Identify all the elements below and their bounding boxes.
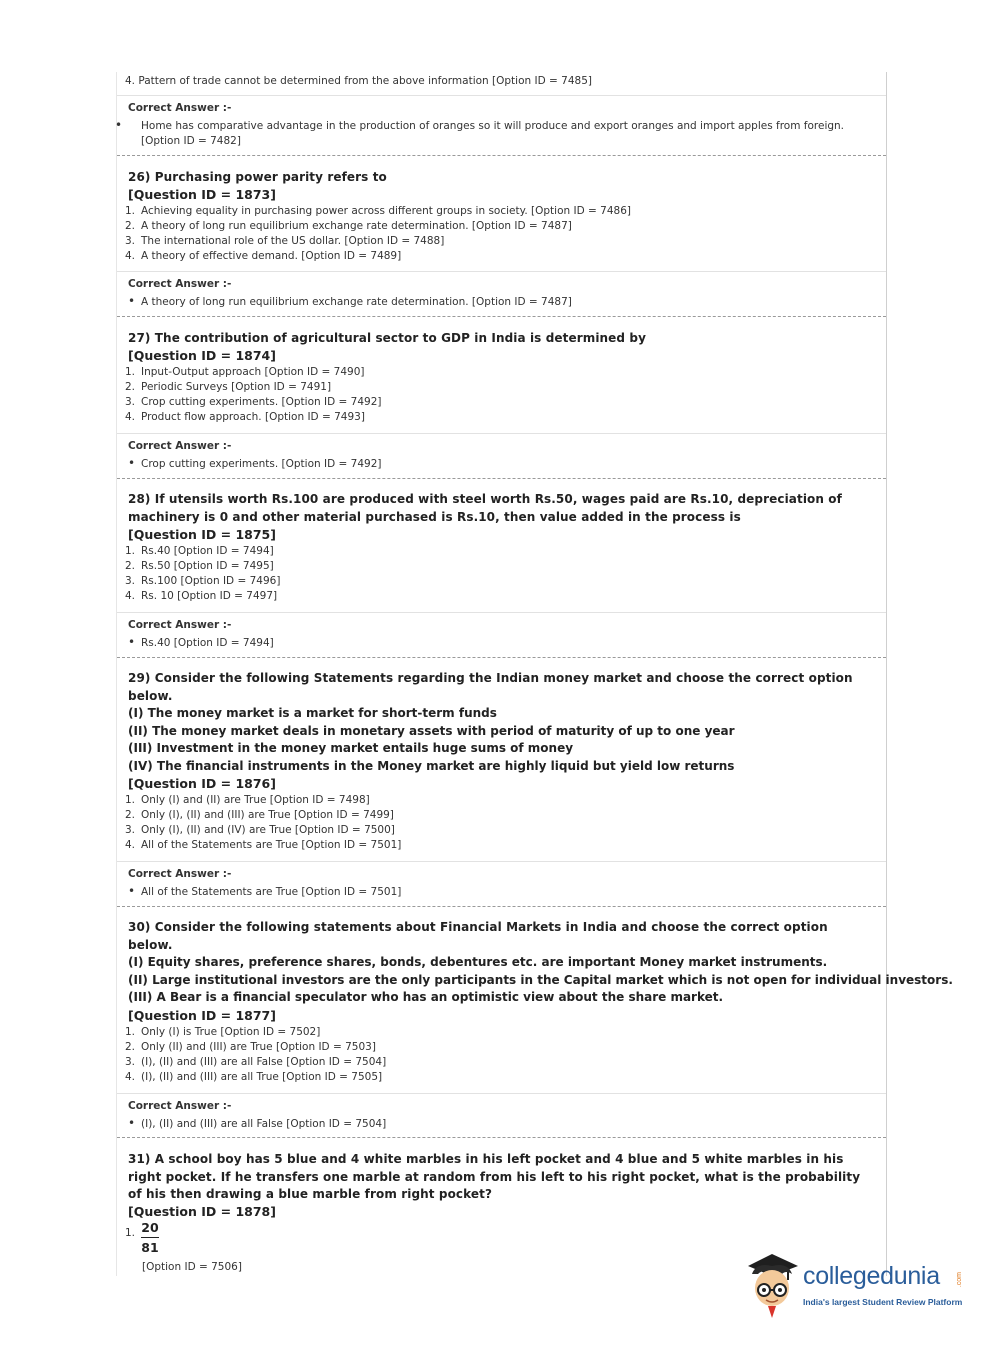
correct-answer: • Rs.40 [Option ID = 7494] [128,635,274,649]
option-item: 4. Pattern of trade cannot be determined from the above information [Option ID = 7485] [125,75,592,87]
bullet-icon: • [128,635,136,649]
option-item: 2. Only (I), (II) and (III) are True [Option ID = 7499] [125,809,394,821]
statement: (I) Equity shares, preference shares, bonds, debentures etc. are important Money market instruments. [128,955,828,969]
option-item: 2. Periodic Surveys [Option ID = 7491] [125,381,332,393]
correct-answer-label: Correct Answer :- [128,102,232,114]
statement: (IV) The financial instruments in the Money market are highly liquid but yield low returns [128,759,735,773]
statement: (I) The money market is a market for short-term funds [128,706,497,720]
brand-name[interactable]: collegedunia [803,1262,940,1290]
fraction-denominator: 81 [141,1240,159,1255]
divider [117,1093,886,1094]
option-item: 4. Product flow approach. [Option ID = 7493] [125,411,365,423]
option-item: 1. Only (I) and (II) are True [Option ID = 7498] [125,794,370,806]
option-item: 3. Rs.100 [Option ID = 7496] [125,575,281,587]
correct-answer: • Crop cutting experiments. [Option ID = 7492] [128,456,382,470]
correct-answer-label: Correct Answer :- [128,619,232,631]
option-item: 1. [125,1227,136,1239]
fraction-bar [141,1237,159,1238]
statement: (II) Large institutional investors are the only participants in the Capital market which is not open for individual investors. [128,973,953,987]
bullet-icon: • [128,294,136,308]
brand-domain: .com [956,1272,963,1288]
option-item: 3. The international role of the US dollar. [Option ID = 7488] [125,235,445,247]
brand-tagline: India's largest Student Review Platform [803,1297,963,1307]
option-id-text: [Option ID = 7506] [142,1261,242,1273]
question-heading: 29) Consider the following Statements regarding the Indian money market and choose the correct option below. [128,671,853,703]
option-item: 4. A theory of effective demand. [Option ID = 7489] [125,250,402,262]
question-id: [Question ID = 1873] [128,187,276,202]
question-separator [117,478,886,479]
correct-answer-label: Correct Answer :- [128,868,232,880]
question-id: [Question ID = 1877] [128,1008,276,1023]
question-separator [117,657,886,658]
divider [117,271,886,272]
option-item: 2. A theory of long run equilibrium exchange rate determination. [Option ID = 7487] [125,220,572,232]
option-item: 4. All of the Statements are True [Option ID = 7501] [125,839,402,851]
correct-answer-label: Correct Answer :- [128,278,232,290]
divider [117,861,886,862]
option-item: 2. Only (II) and (III) are True [Option ID = 7503] [125,1041,376,1053]
bullet-icon: • [128,456,136,470]
question-id: [Question ID = 1875] [128,527,276,542]
correct-answer: • (I), (II) and (III) are all False [Option ID = 7504] [128,1116,387,1130]
question-heading: 27) The contribution of agricultural sector to GDP in India is determined by [128,331,647,345]
correct-answer: • A theory of long run equilibrium exchange rate determination. [Option ID = 7487] [128,294,572,308]
statement: (II) The money market deals in monetary assets with period of maturity of up to one year [128,724,735,738]
option-item: 2. Rs.50 [Option ID = 7495] [125,560,274,572]
divider [117,95,886,96]
option-item: 1. Achieving equality in purchasing power across different groups in society. [Option ID = 7486] [125,205,631,217]
question-id: [Question ID = 1878] [128,1204,276,1219]
question-separator [117,155,886,156]
statement: (III) A Bear is a financial speculator who has an optimistic view about the share market. [128,990,724,1004]
question-separator [117,1137,886,1138]
correct-answer: • All of the Statements are True [Option ID = 7501] [128,884,402,898]
divider [117,433,886,434]
option-item: 4. (I), (II) and (III) are all True [Option ID = 7505] [125,1071,383,1083]
fraction [141,1220,159,1255]
option-item: 1. Rs.40 [Option ID = 7494] [125,545,274,557]
fraction-numerator: 20 [141,1220,159,1235]
option-item: 4. Rs. 10 [Option ID = 7497] [125,590,278,602]
divider [117,612,886,613]
option-item: 1. Input-Output approach [Option ID = 7490] [125,366,365,378]
bullet-icon: • [128,1116,136,1130]
question-heading: 30) Consider the following statements about Financial Markets in India and choose the correct option below. [128,920,828,952]
bullet-icon: • [128,884,136,898]
option-item: 3. Crop cutting experiments. [Option ID = 7492] [125,396,382,408]
option-item: 1. Only (I) is True [Option ID = 7502] [125,1026,321,1038]
correct-answer: • Home has comparative advantage in the production of oranges so it will produce and export oranges and import apples from foreign. [Option ID = 7482] [115,118,845,147]
correct-answer-label: Correct Answer :- [128,1100,232,1112]
statement: (III) Investment in the money market entails huge sums of money [128,741,574,755]
bullet-icon: • [115,118,123,132]
correct-answer-label: Correct Answer :- [128,440,232,452]
question-heading: 28) If utensils worth Rs.100 are produced with steel worth Rs.50, wages paid are Rs.10, depreciation of machinery is 0 and other material purchased is Rs.10, then value added in the process is [128,492,842,524]
question-id: [Question ID = 1876] [128,776,276,791]
option-item: 3. (I), (II) and (III) are all False [Option ID = 7504] [125,1056,387,1068]
question-heading: 31) A school boy has 5 blue and 4 white marbles in his left pocket and 4 blue and 5 white marbles in his right pocket. If he transfers one marble at random from his left to his right pocket, what is the probability of his then drawing a blue marble from right pocket? [128,1152,861,1201]
question-separator [117,316,886,317]
option-item: 3. Only (I), (II) and (IV) are True [Option ID = 7500] [125,824,395,836]
question-separator [117,906,886,907]
question-heading: 26) Purchasing power parity refers to [128,170,387,184]
question-id: [Question ID = 1874] [128,348,276,363]
